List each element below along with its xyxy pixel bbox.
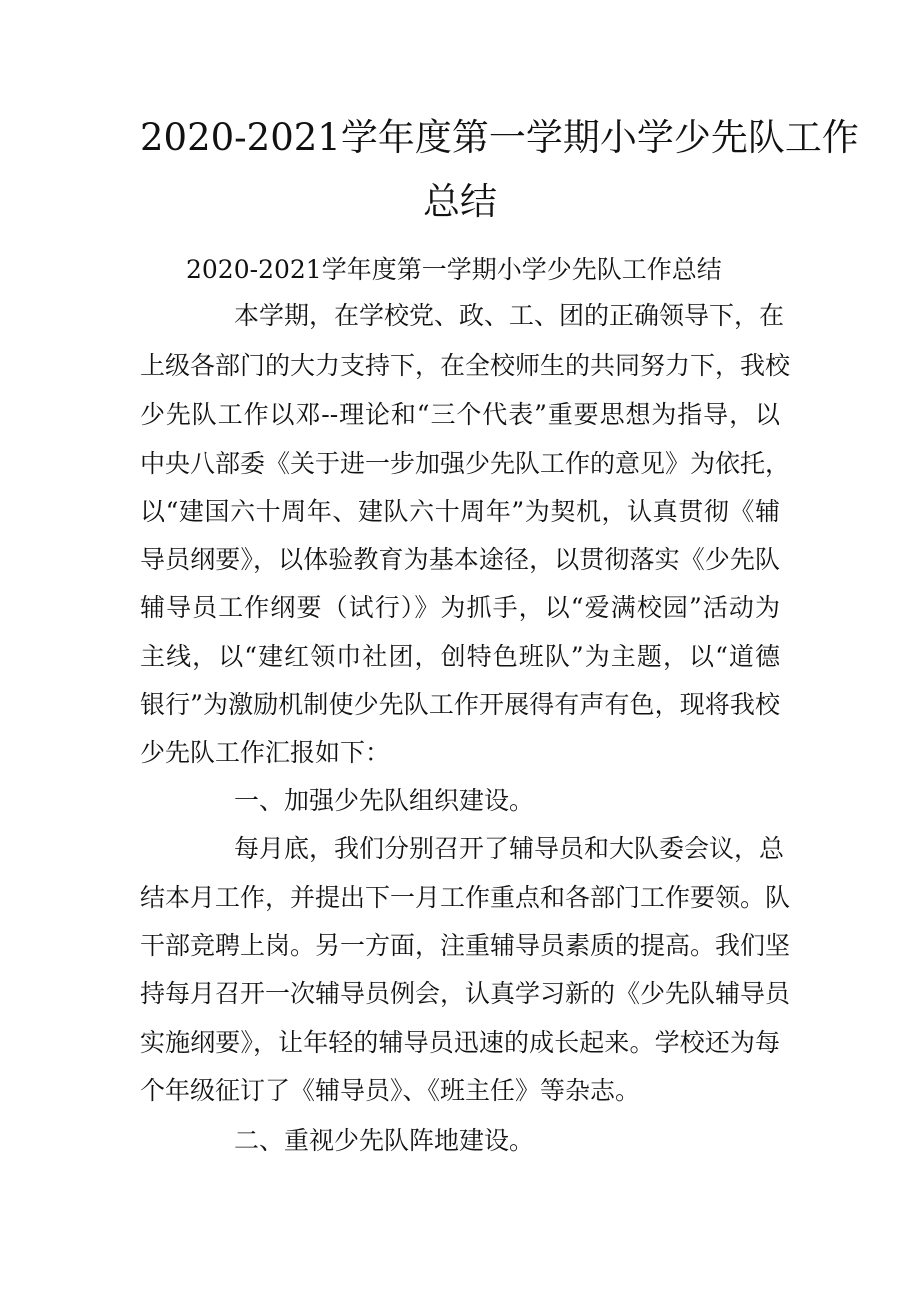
paragraph-line: 实施纲要》，让年轻的辅导员迅速的成长起来。学校还为每 — [140, 1028, 780, 1057]
paragraph-line: 导员纲要》，以体验教育为基本途径，以贯彻落实《少先队 — [140, 545, 780, 574]
paragraph-line: 本学期，在学校党、政、工、团的正确领导下，在 — [234, 301, 785, 330]
paragraph-line: 干部竞聘上岗。另一方面，注重辅导员素质的提高。我们坚 — [140, 931, 791, 960]
section-heading-2: 二、重视少先队阵地建设。 — [234, 1126, 535, 1155]
paragraph-line: 个年级征订了《辅导员》、《班主任》等杂志。 — [140, 1076, 641, 1105]
paragraph-line: 少先队工作汇报如下： — [140, 738, 391, 767]
paragraph-line: 少先队工作以邓--理论和“三个代表”重要思想为指导，以 — [140, 400, 780, 429]
document-title-line-1: 2020-2021学年度第一学期小学少先队工作 — [140, 116, 859, 159]
paragraph-line: 中央八部委《关于进一步加强少先队工作的意见》为依托， — [140, 449, 791, 478]
paragraph-line: 辅导员工作纲要（试行）》为抓手，以“爱满校园”活动为 — [140, 593, 780, 622]
section-heading-1: 一、加强少先队组织建设。 — [234, 786, 535, 815]
paragraph-line: 结本月工作，并提出下一月工作重点和各部门工作要领。队 — [140, 883, 791, 912]
paragraph-line: 每月底，我们分别召开了辅导员和大队委会议，总 — [234, 834, 785, 863]
document-subtitle: 2020-2021学年度第一学期小学少先队工作总结 — [186, 255, 722, 284]
paragraph-line: 上级各部门的大力支持下，在全校师生的共同努力下，我校 — [140, 351, 791, 380]
paragraph-line: 以“建国六十周年、建队六十周年”为契机，认真贯彻《辅 — [140, 497, 780, 526]
paragraph-line: 主线，以“建红领巾社团，创特色班队”为主题，以“道德 — [140, 642, 780, 671]
paragraph-line: 银行”为激励机制使少先队工作开展得有声有色，现将我校 — [140, 690, 780, 719]
paragraph-line: 持每月召开一次辅导员例会，认真学习新的《少先队辅导员 — [140, 979, 791, 1008]
document-title-line-2: 总结 — [423, 180, 497, 223]
